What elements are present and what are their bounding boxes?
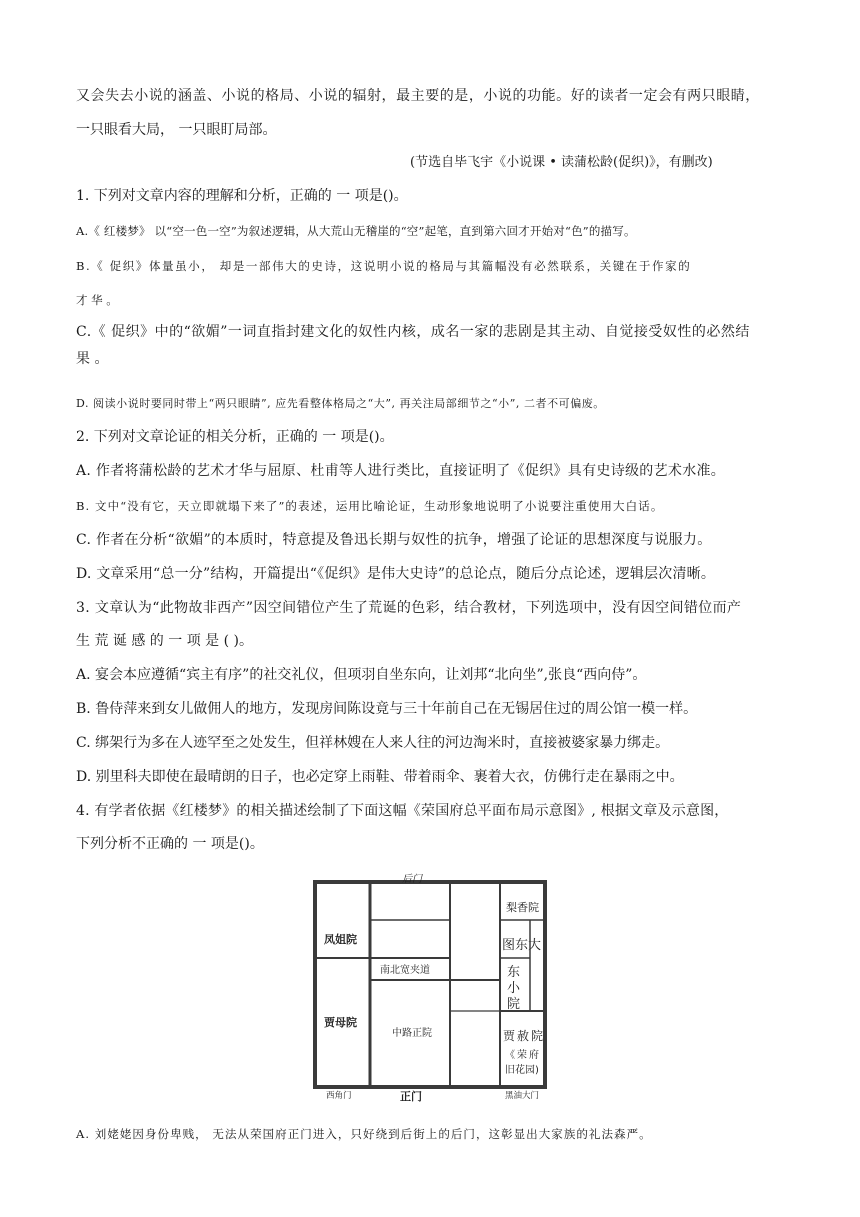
source-citation: (节选自毕飞宇《小说课 • 读蒲松龄(促织)》，有删改) (410, 155, 713, 170)
question-3-stem-cont: 生 荒 诞 感 的 一 项 是 ( )。 (76, 633, 253, 649)
question-2-option-a: A. 作者将蒲松龄的艺术才华与屈原、杜甫等人进行类比，直接证明了《促织》具有史诗级的艺术水准。 (76, 463, 726, 479)
map-label-jiamu: 贾母院 (324, 1016, 357, 1029)
question-3-option-c: C. 绑架行为多在人迹罕至之处发生，但祥林嫂在人来人往的河边淘米时，直接被婆家暴力绑走。 (76, 735, 670, 751)
question-3-option-b: B. 鲁侍萍来到女儿做佣人的地方，发现房间陈设竟与三十年前自己在无锡居住过的周公馆一模一样。 (76, 701, 698, 717)
map-label-jiuhua: 旧花园) (505, 1065, 539, 1076)
passage-line: 一只眼看大局， 一只眼盯局部。 (76, 122, 277, 138)
map-label-lixiang: 梨香院 (506, 901, 539, 914)
question-3-option-a: A. 宴会本应遵循“宾主有序”的社交礼仪，但项羽自坐东向，让刘邦“北向坐”,张良“西向侍”。 (76, 667, 647, 683)
question-4-stem-cont: 下列分析不正确的 一 项是()。 (76, 836, 264, 852)
question-1-option-c-cont: 果 。 (76, 351, 109, 367)
map-label-dongxiao-2: 小 (507, 981, 521, 996)
question-1-option-d: D. 阅读小说时要同时带上“两只眼睛”, 应先看整体格局之“大”, 再关注局部细节之“小”, 二者不可偏废。 (76, 397, 605, 410)
question-2-option-d: D. 文章采用“总一分”结构，开篇提出“《促织》是伟大史诗”的总论点，随后分点论述，逻辑层次清晰。 (76, 566, 716, 582)
map-label-zhonglu: 中路正院 (392, 1028, 432, 1039)
question-1-stem: 1. 下列对文章内容的理解和分析，正确的 一 项是()。 (76, 188, 408, 204)
question-3-stem: 3. 文章认为“此物故非西产”因空间错位产生了荒诞的色彩，结合教材，下列选项中，没有因空间错位而产 (76, 600, 742, 616)
map-label-heiyou: 黑油大门 (505, 1091, 540, 1101)
map-label-xijiao: 西角门 (326, 1091, 352, 1101)
question-2-stem: 2. 下列对文章论证的相关分析，正确的 一 项是()。 (76, 429, 394, 445)
map-label-zhengmen: 正门 (400, 1090, 422, 1103)
question-2-option-c: C. 作者在分析“欲媚”的本质时，特意提及鲁迅长期与奴性的抗争，增强了论证的思想深度与说服力。 (76, 532, 712, 548)
question-4-stem: 4. 有学者依据《红楼梦》的相关描述绘制了下面这幅《荣国府总平面布局示意图》, 根据文章及示意图， (76, 803, 729, 819)
map-label-dongda: 图东大 (502, 938, 542, 953)
rongguo-mansion-floor-plan (300, 868, 560, 1103)
question-4-option-a: A. 刘姥姥因身份卑贱， 无法从荣国府正门进入，只好绕到后街上的后门，这彰显出大家族的礼法森严。 (76, 1127, 652, 1141)
map-label-rongfu: 《荣府 (505, 1050, 541, 1061)
map-label-dongxiao-3: 院 (507, 997, 521, 1012)
map-label-jiashe: 贾赦院 (503, 1029, 546, 1043)
question-1-option-b: B.《 促织》体量虽小， 却是一部伟大的史诗，这说明小说的格局与其篇幅没有必然联系，关键在于作家的 (76, 259, 692, 273)
question-1-option-a: A.《 红楼梦》 以“空一色一空”为叙述逻辑，从大荒山无稽崖的“空”起笔，直到第六回才开始对“色”的描写。 (76, 224, 636, 238)
map-label-dongxiao-1: 东 (507, 965, 521, 980)
passage-line: 又会失去小说的涵盖、小说的格局、小说的辐射，最主要的是，小说的功能。好的读者一定会有两只眼睛， (76, 88, 760, 104)
question-1-option-b-cont: 才 华 。 (76, 293, 118, 307)
question-1-option-c: C.《 促织》中的“欲媚”一词直指封建文化的奴性内核，成名一家的悲剧是其主动、自觉接受奴性的必然结 (76, 324, 750, 340)
question-2-option-b: B. 文中“没有它，天立即就塌下来了”的表述，运用比喻论证，生动形象地说明了小说要注重使用大白话。 (76, 499, 664, 513)
map-label-fengjie: 凤姐院 (324, 933, 357, 946)
question-3-option-d: D. 别里科夫即使在最晴朗的日子，也必定穿上雨鞋、带着雨伞、裹着大衣，仿佛行走在暴雨之中。 (76, 769, 684, 785)
map-label-back-gate: 后门 (402, 874, 422, 885)
map-label-nanbei: 南北宽夹道 (380, 965, 430, 976)
